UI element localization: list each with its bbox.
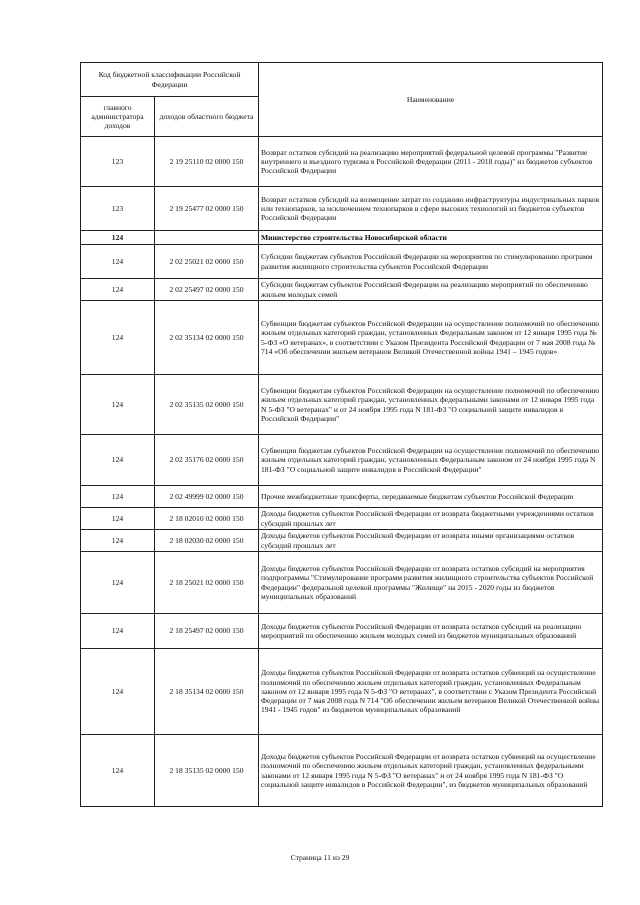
header-row-group bbox=[81, 63, 603, 97]
income-code-cell: 2 18 35135 02 0000 150 bbox=[155, 735, 259, 807]
budget-classification-table bbox=[80, 62, 603, 807]
admin-code-cell: 124 bbox=[81, 486, 155, 508]
header-name-cell: Наименование bbox=[259, 63, 603, 137]
name-cell: Субсидии бюджетам субъектов Российской Федерации на мероприятия по стимулированию программ развития жилищного строительства субъектов Российской Федерации bbox=[259, 245, 603, 279]
name-cell: Доходы бюджетов субъектов Российской Федерации от возврата остатков субвенций на осуществление полномочий по обеспечению жильем отдельных категорий граждан, установленных Федеральным законом от 12 января 1995 года N 5-ФЗ "О ветеранах", в соответствии с Указом Президента Российской Федерации от 7 мая 2008 года N 714 "Об обеспечении жильем ветеранов Великой Отечественной войны 1941 - 1945 годов" из бюджетов муниципальных образований bbox=[259, 649, 603, 735]
admin-code-cell: 124 bbox=[81, 301, 155, 375]
income-code-cell: 2 02 25021 02 0000 150 bbox=[155, 245, 259, 279]
table-row bbox=[81, 187, 603, 231]
income-code-cell: 2 18 02030 02 0000 150 bbox=[155, 530, 259, 552]
admin-code-cell: 124 bbox=[81, 614, 155, 649]
table-row bbox=[81, 530, 603, 552]
admin-code-cell: 123 bbox=[81, 137, 155, 187]
income-code-cell: 2 18 35134 02 0000 150 bbox=[155, 649, 259, 735]
table-row bbox=[81, 735, 603, 807]
header-admin-cell: главного администратора доходов bbox=[81, 97, 155, 137]
name-cell: Субвенции бюджетам субъектов Российской Федерации на осуществление полномочий по обеспечению жильем отдельных категорий граждан, установленных Федеральным законом от 12 января 1995 года № 5-ФЗ «О ветеранах», в соответствии с Указом Президента Российской Федерации от 7 мая 2008 года № 714 «Об обеспечении жильем ветеранов Великой Отечественной войны 1941 – 1945 годов» bbox=[259, 301, 603, 375]
income-code-cell: 2 18 02010 02 0000 150 bbox=[155, 508, 259, 530]
table-row bbox=[81, 137, 603, 187]
admin-code-cell: 124 bbox=[81, 552, 155, 614]
admin-code-cell: 124 bbox=[81, 508, 155, 530]
admin-code-cell: 124 bbox=[81, 435, 155, 486]
table-row bbox=[81, 435, 603, 486]
admin-code-cell: 124 bbox=[81, 279, 155, 301]
name-cell: Субвенции бюджетам субъектов Российской Федерации на осуществление полномочий по обеспечению жильем отдельных категорий граждан, установленных Федеральным законом от 24 ноября 1995 года N 181-ФЗ "О социальной защите инвалидов в Российской Федерации" bbox=[259, 435, 603, 486]
table-row bbox=[81, 552, 603, 614]
name-cell: Доходы бюджетов субъектов Российской Федерации от возврата иными организациями остатков субсидий прошлых лет bbox=[259, 530, 603, 552]
admin-code-cell: 124 bbox=[81, 375, 155, 435]
income-code-cell: 2 18 25497 02 0000 150 bbox=[155, 614, 259, 649]
income-code-cell: 2 19 25110 02 0000 150 bbox=[155, 137, 259, 187]
name-cell: Доходы бюджетов субъектов Российской Федерации от возврата остатков субсидий на мероприятия подпрограммы "Стимулирование программ развития жилищного строительства субъектов Российской Федерации" федеральной целевой программы "Жилище" на 2015 - 2020 годы из бюджетов муниципальных образований bbox=[259, 552, 603, 614]
admin-code-cell: 124 bbox=[81, 245, 155, 279]
table-row bbox=[81, 649, 603, 735]
name-cell: Возврат остатков субсидий на возмещение затрат по созданию инфраструктуры индустриальных парков или технопарков, за исключением технопарков в сфере высоких технологий из бюджетов субъектов Российской Федерации bbox=[259, 187, 603, 231]
name-cell: Возврат остатков субсидий на реализацию мероприятий федеральной целевой программы "Развитие внутреннего и въездного туризма в Российской Федерации (2011 - 2018 годы)" из бюджетов субъектов Российской Федерации bbox=[259, 137, 603, 187]
table-row bbox=[81, 231, 603, 245]
header-income-cell: доходов областного бюджета bbox=[155, 97, 259, 137]
name-cell: Министерство строительства Новосибирской области bbox=[259, 231, 603, 245]
admin-code-cell: 124 bbox=[81, 231, 155, 245]
header-group-cell: Код бюджетной классификации Российской Федерации bbox=[81, 63, 259, 97]
name-cell: Доходы бюджетов субъектов Российской Федерации от возврата остатков субсидий на реализацию мероприятий по обеспечению жильем молодых семей из бюджетов муниципальных образований bbox=[259, 614, 603, 649]
income-code-cell: 2 19 25477 02 0000 150 bbox=[155, 187, 259, 231]
admin-code-cell: 123 bbox=[81, 187, 155, 231]
table-row bbox=[81, 486, 603, 508]
table-row bbox=[81, 245, 603, 279]
name-cell: Субсидии бюджетам субъектов Российской Федерации на реализацию мероприятий по обеспечению жильем молодых семей bbox=[259, 279, 603, 301]
page-number: Страница 11 из 29 bbox=[290, 853, 350, 862]
income-code-cell: 2 18 25021 02 0000 150 bbox=[155, 552, 259, 614]
table-row bbox=[81, 301, 603, 375]
name-cell: Доходы бюджетов субъектов Российской Федерации от возврата бюджетными учреждениями остатков субсидий прошлых лет bbox=[259, 508, 603, 530]
income-code-cell: 2 02 35176 02 0000 150 bbox=[155, 435, 259, 486]
table-row bbox=[81, 375, 603, 435]
income-code-cell: 2 02 35134 02 0000 150 bbox=[155, 301, 259, 375]
income-code-cell: 2 02 35135 02 0000 150 bbox=[155, 375, 259, 435]
income-code-cell bbox=[155, 231, 259, 245]
table-row bbox=[81, 614, 603, 649]
table-row bbox=[81, 508, 603, 530]
admin-code-cell: 124 bbox=[81, 649, 155, 735]
table-row bbox=[81, 279, 603, 301]
admin-code-cell: 124 bbox=[81, 530, 155, 552]
income-code-cell: 2 02 25497 02 0000 150 bbox=[155, 279, 259, 301]
admin-code-cell: 124 bbox=[81, 735, 155, 807]
name-cell: Прочие межбюджетные трансферты, передаваемые бюджетам субъектов Российской Федерации bbox=[259, 486, 603, 508]
name-cell: Доходы бюджетов субъектов Российской Федерации от возврата остатков субвенций на осуществление полномочий по обеспечению жильем отдельных категорий граждан, установленных федеральными законами от 12 января 1995 года N 5-ФЗ "О ветеранах" и от 24 ноября 1995 года N 181-ФЗ "О социальной защите инвалидов в Российской Федерации", из бюджетов муниципальных образований bbox=[259, 735, 603, 807]
income-code-cell: 2 02 49999 02 0000 150 bbox=[155, 486, 259, 508]
name-cell: Субвенции бюджетам субъектов Российской Федерации на осуществление полномочий по обеспечению жильем отдельных категорий граждан, установленных федеральными законами от 12 января 1995 года N 5-ФЗ "О ветеранах" и от 24 ноября 1995 года N 181-ФЗ "О социальной защите инвалидов в Российской Федерации" bbox=[259, 375, 603, 435]
